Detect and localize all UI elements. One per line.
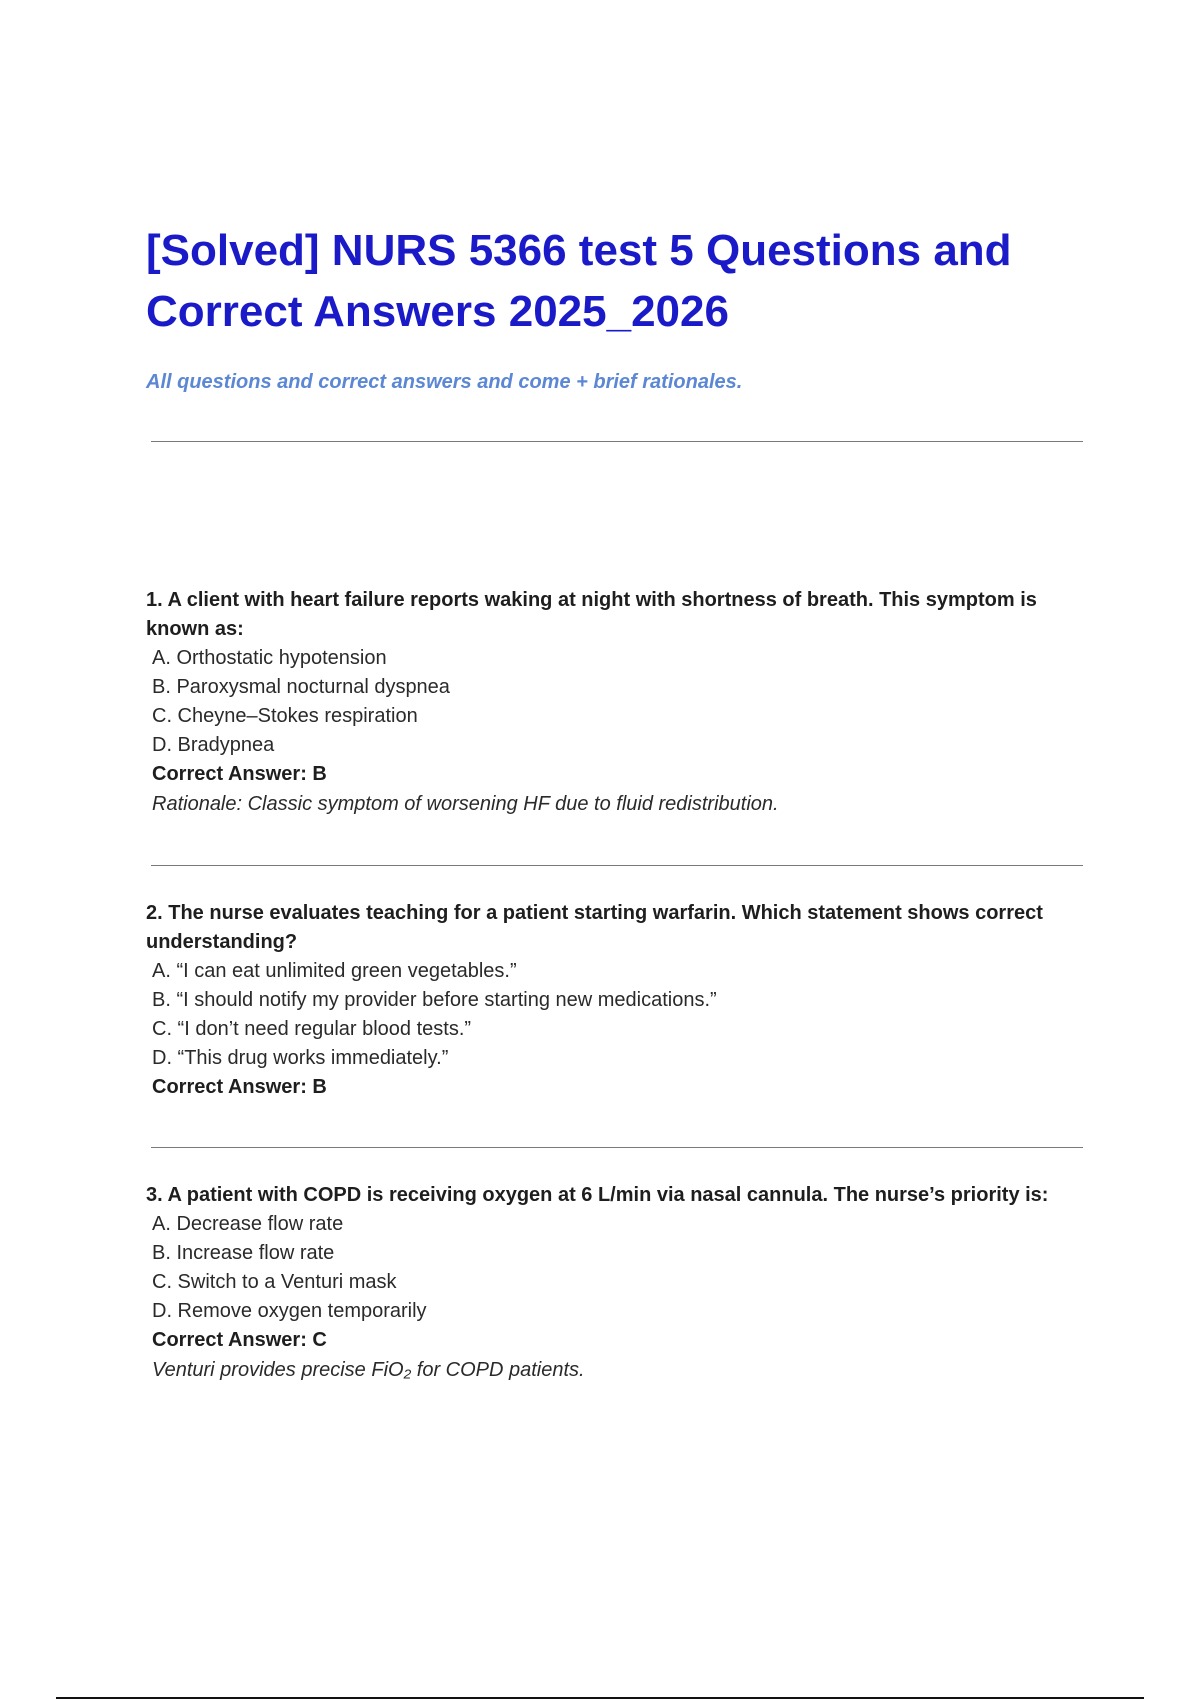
section-divider [151,1147,1083,1148]
question-stem: 1. A client with heart failure reports waking at night with shortness of breath. This symptom is known as: [146,589,1037,640]
question-stem: 2. The nurse evaluates teaching for a patient starting warfarin. Which statement shows correct understanding? [146,902,1043,953]
correct-answer: Correct Answer: C [152,1329,327,1351]
option-d: D. “This drug works immediately.” [152,1047,449,1069]
option-c: C. “I don’t need regular blood tests.” [152,1018,472,1040]
section-divider [151,865,1083,866]
question-1 [146,586,1086,819]
option-a: A. Orthostatic hypotension [152,647,387,669]
question-stem: 3. A patient with COPD is receiving oxygen at 6 L/min via nasal cannula. The nurse’s priority is: [146,1184,1049,1206]
rationale: Venturi provides precise FiO₂ for COPD patients. [152,1359,585,1381]
option-b: B. Paroxysmal nocturnal dyspnea [152,676,450,698]
option-a: A. Decrease flow rate [152,1213,344,1235]
rationale: Rationale: Classic symptom of worsening HF due to fluid redistribution. [152,793,779,815]
option-c: C. Cheyne–Stokes respiration [152,705,418,727]
option-b: B. Increase flow rate [152,1242,335,1264]
option-b: B. “I should notify my provider before starting new medications.” [152,989,717,1011]
correct-answer: Correct Answer: B [152,1076,327,1098]
option-d: D. Remove oxygen temporarily [152,1300,427,1322]
answer-options [146,644,1086,760]
option-c: C. Switch to a Venturi mask [152,1271,397,1293]
option-a: A. “I can eat unlimited green vegetables.” [152,960,517,982]
question-3 [146,1181,1086,1385]
document-title: [Solved] NURS 5366 test 5 Questions and Correct Answers 2025_2026 [146,226,1012,336]
document-subtitle: All questions and correct answers and come + brief rationales. [146,371,743,393]
section-divider [151,441,1083,442]
correct-answer: Correct Answer: B [152,763,327,785]
option-d: D. Bradypnea [152,734,275,756]
answer-options [146,957,1086,1073]
page-bottom-divider [56,1697,1144,1699]
answer-options [146,1210,1086,1326]
question-2 [146,899,1086,1102]
